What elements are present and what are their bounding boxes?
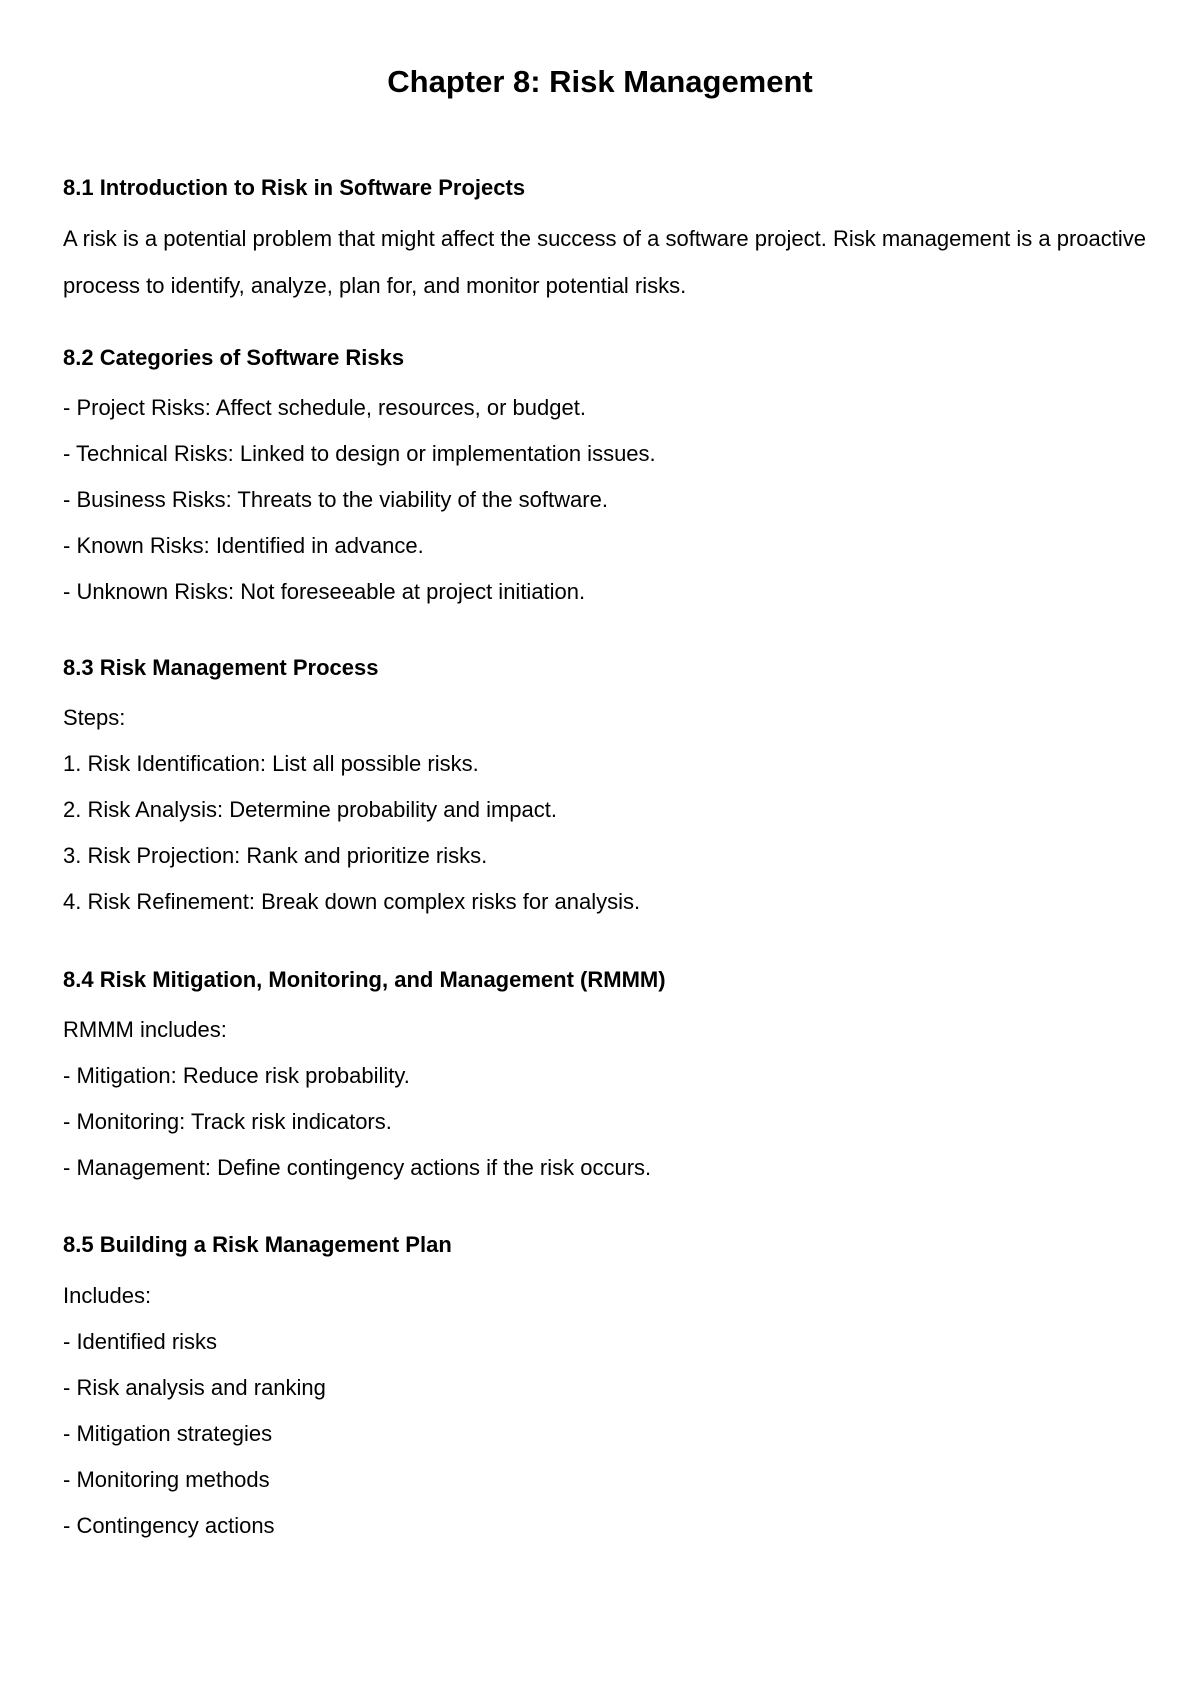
section-heading-8-2: 8.2 Categories of Software Risks — [63, 345, 405, 370]
section-heading-8-1: 8.1 Introduction to Risk in Software Projects — [63, 175, 526, 200]
list-item: - Monitoring: Track risk indicators. — [63, 1109, 392, 1134]
list-item: - Identified risks — [63, 1329, 218, 1354]
list-item: - Monitoring methods — [63, 1467, 270, 1492]
list-item: 1. Risk Identification: List all possible risks. — [63, 751, 479, 776]
section-heading-8-4: 8.4 Risk Mitigation, Monitoring, and Management (RMMM) — [63, 967, 666, 992]
list-item: 4. Risk Refinement: Break down complex risks for analysis. — [63, 889, 641, 914]
list-item: Includes: — [63, 1283, 152, 1308]
list-item: - Mitigation: Reduce risk probability. — [63, 1063, 410, 1088]
section-heading-8-3: 8.3 Risk Management Process — [63, 655, 379, 680]
list-item: - Risk analysis and ranking — [63, 1375, 326, 1400]
list-item: - Unknown Risks: Not foreseeable at project initiation. — [63, 579, 586, 604]
section-paragraph-8-1: A risk is a potential problem that might affect the success of a software project. Risk management is a proactive process to identify, analyze, plan for, and monitor potential risks. — [63, 226, 1146, 298]
list-item: 3. Risk Projection: Rank and prioritize risks. — [63, 843, 488, 868]
list-item: - Technical Risks: Linked to design or implementation issues. — [63, 441, 656, 466]
list-item: - Project Risks: Affect schedule, resources, or budget. — [63, 395, 586, 420]
section-heading-8-5: 8.5 Building a Risk Management Plan — [63, 1232, 452, 1257]
list-item: - Contingency actions — [63, 1513, 275, 1538]
list-item: - Business Risks: Threats to the viability of the software. — [63, 487, 608, 512]
list-item: - Mitigation strategies — [63, 1421, 273, 1446]
list-item: RMMM includes: — [63, 1017, 227, 1042]
list-item: Steps: — [63, 705, 126, 730]
list-item: - Management: Define contingency actions if the risk occurs. — [63, 1155, 652, 1180]
list-item: 2. Risk Analysis: Determine probability and impact. — [63, 797, 557, 822]
list-item: - Known Risks: Identified in advance. — [63, 533, 424, 558]
chapter-title: Chapter 8: Risk Management — [387, 64, 813, 99]
